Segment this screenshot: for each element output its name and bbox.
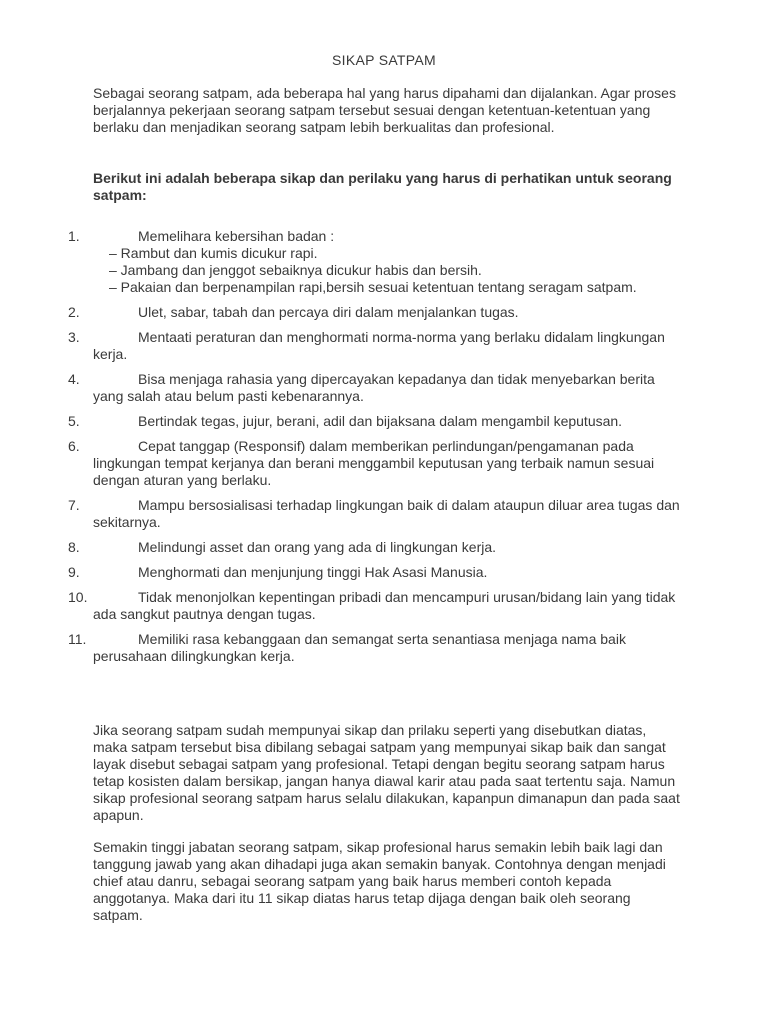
list-item-text: Melindungi asset dan orang yang ada di lingkungan kerja.: [138, 539, 497, 555]
list-item-text: Memelihara kebersihan badan :: [138, 228, 335, 244]
list-item: [68, 539, 688, 556]
list-item: [68, 497, 688, 531]
closing-paragraph-1: Jika seorang satpam sudah mempunyai sikap dan prilaku seperti yang disebutkan diatas, maka satpam tersebut bisa dibilang sebagai satpam yang mempunyai sikap baik dan sangat layak disebut sebagai satpam yang profesional. Tetapi dengan begitu seorang satpam harus tetap kosisten dalam bersikap, jangan hanya diawal karir atau pada saat tertentu saja. Namun sikap profesional seorang satpam harus selalu dilakukan, kapanpun dimanapun dan pada saat apapun.: [93, 722, 680, 823]
list-item-number: 7.: [68, 497, 80, 513]
list-item: [68, 228, 688, 296]
sub-list-item: – Jambang dan jenggot sebaiknya dicukur habis dan bersih.: [109, 262, 482, 278]
list-item: [68, 438, 688, 489]
list-item-number: 10.: [68, 589, 88, 605]
list-item-text: Bisa menjaga rahasia yang dipercayakan kepadanya dan tidak menyebarkan berita yang salah atau belum pasti kebenarannya.: [93, 371, 655, 404]
list-item: [68, 329, 688, 363]
list-item-text: Mampu bersosialisasi terhadap lingkungan baik di dalam ataupun diluar area tugas dan sekitarnya.: [93, 497, 680, 530]
closing-paragraph-2: Semakin tinggi jabatan seorang satpam, sikap profesional harus semakin lebih baik lagi dan tanggung jawab yang akan dihadapi juga akan semakin banyak. Contohnya dengan menjadi chief atau danru, sebagai seorang satpam yang baik harus memberi contoh kepada anggotanya. Maka dari itu 11 sikap diatas harus tetap dijaga dengan baik oleh seorang satpam.: [93, 839, 666, 923]
lead-paragraph: Berikut ini adalah beberapa sikap dan perilaku yang harus di perhatikan untuk seorang satpam:: [93, 170, 672, 203]
list-item-number: 8.: [68, 539, 80, 555]
list-item-number: 5.: [68, 413, 80, 429]
list-item-text: Mentaati peraturan dan menghormati norma-norma yang berlaku didalam lingkungan kerja.: [93, 329, 665, 362]
sub-list: [93, 245, 688, 296]
list-item: [68, 371, 688, 405]
list-item: [68, 589, 688, 623]
list-item-number: 9.: [68, 564, 80, 580]
list-item-number: 1.: [68, 228, 80, 244]
list-item-number: 11.: [68, 631, 87, 647]
sub-list-item: – Rambut dan kumis dicukur rapi.: [109, 245, 318, 261]
list-item-text: Cepat tanggap (Responsif) dalam memberikan perlindungan/pengamanan pada lingkungan tempat kerjanya dan berani menggambil keputusan yang terbaik namun sesuai dengan aturan yang berlaku.: [93, 438, 655, 488]
list-item-number: 3.: [68, 329, 80, 345]
list-item-number: 6.: [68, 438, 80, 454]
list-item-text: Bertindak tegas, jujur, berani, adil dan bijaksana dalam mengambil keputusan.: [138, 413, 623, 429]
list-item: [68, 564, 688, 581]
list-item-text: Tidak menonjolkan kepentingan pribadi dan mencampuri urusan/bidang lain yang tidak ada sangkut pautnya dengan tugas.: [93, 589, 676, 622]
list-item-text: Memiliki rasa kebanggaan dan semangat serta senantiasa menjaga nama baik perusahaan dilingkungkan kerja.: [93, 631, 626, 664]
sub-list-item: – Pakaian dan berpenampilan rapi,bersih sesuai ketentuan tentang seragam satpam.: [109, 279, 637, 295]
document-title: SIKAP SATPAM: [332, 52, 436, 68]
intro-paragraph: Sebagai seorang satpam, ada beberapa hal yang harus dipahami dan dijalankan. Agar proses berjalannya pekerjaan seorang satpam tersebut sesuai dengan ketentuan-ketentuan yang berlaku dan menjadikan seorang satpam lebih berkualitas dan profesional.: [93, 85, 676, 135]
list-item-number: 2.: [68, 304, 80, 320]
list-item: [68, 631, 688, 665]
list-item: [68, 413, 688, 430]
list-item-text: Ulet, sabar, tabah dan percaya diri dalam menjalankan tugas.: [138, 304, 519, 320]
list-item-number: 4.: [68, 371, 80, 387]
attitude-list: [68, 228, 688, 673]
list-item-text: Menghormati dan menjunjung tinggi Hak Asasi Manusia.: [138, 564, 488, 580]
list-item: [68, 304, 688, 321]
